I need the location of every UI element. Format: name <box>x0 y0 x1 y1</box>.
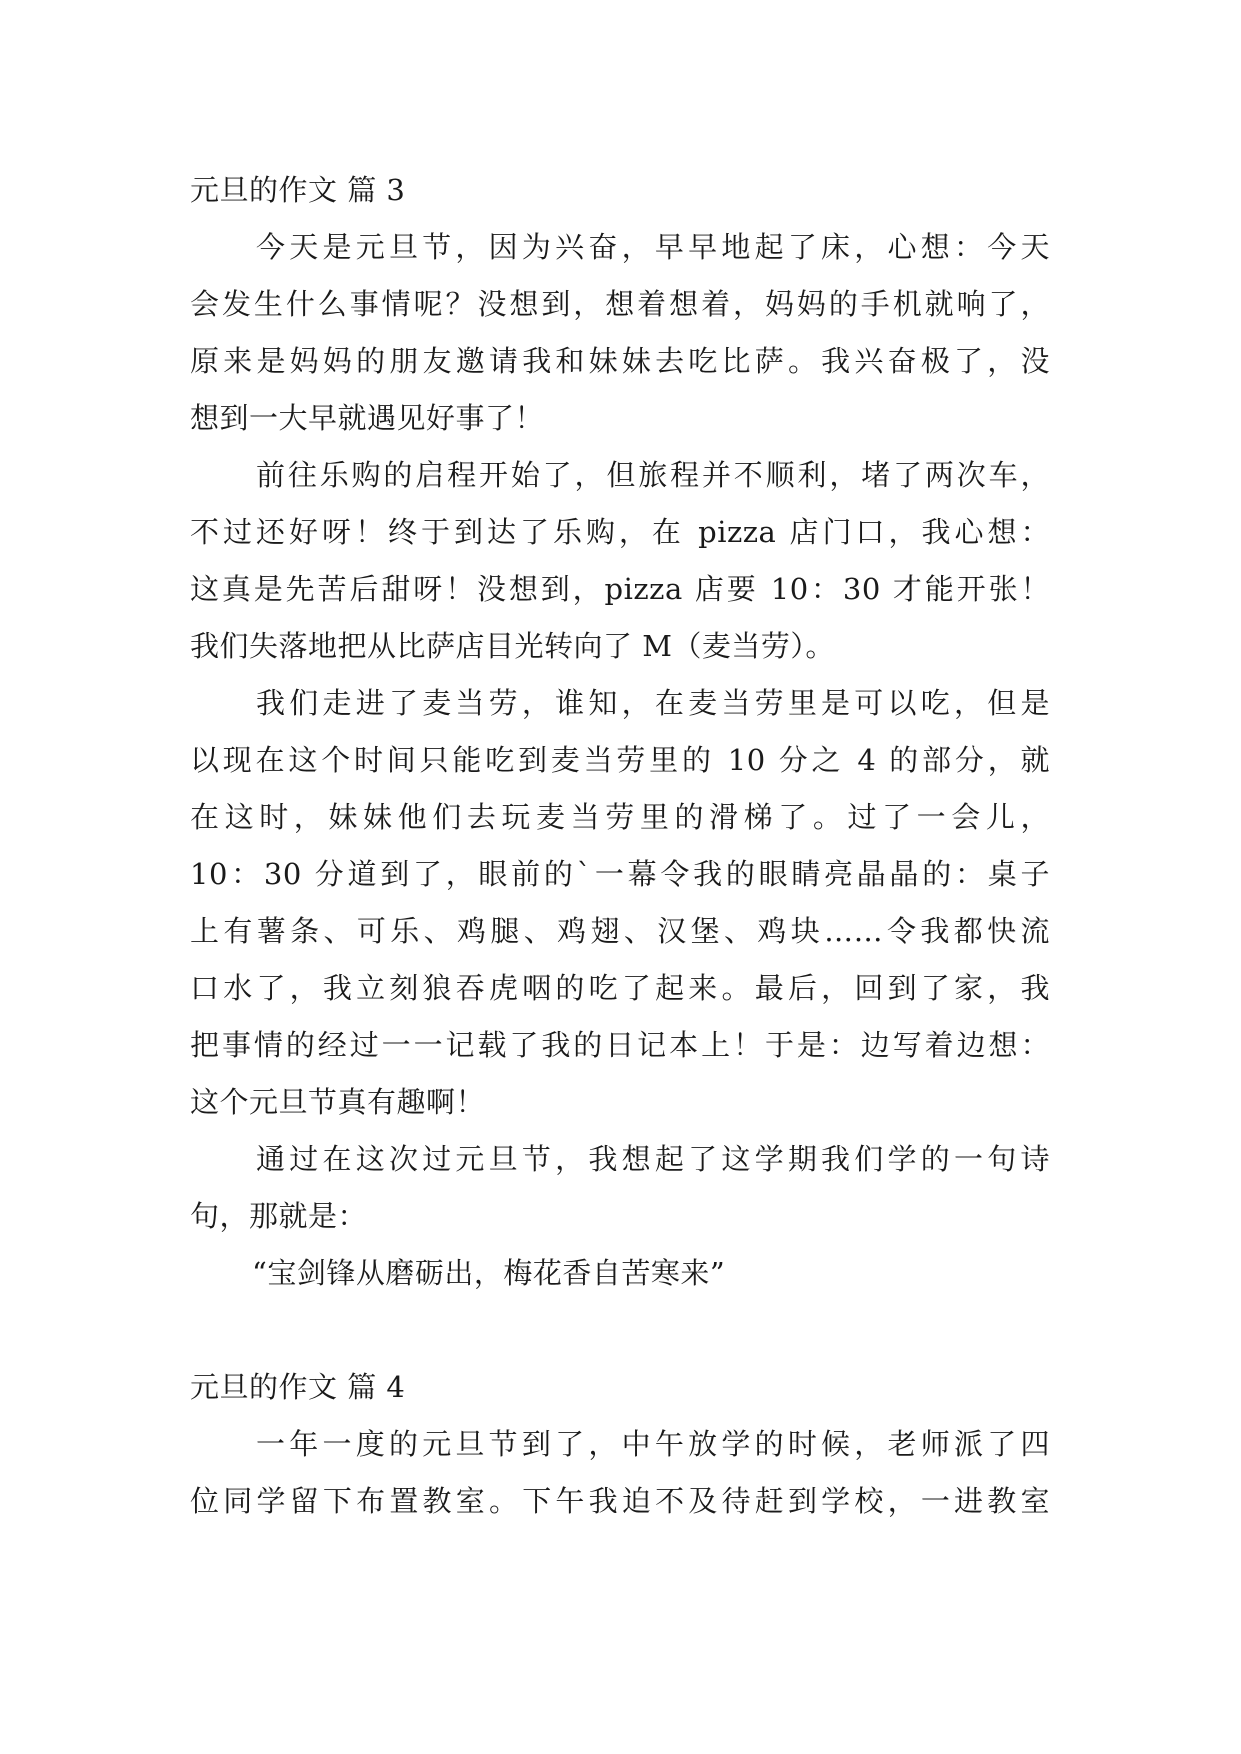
paragraph-line: 不过还好呀！终于到达了乐购，在 pizza 店门口，我心想： <box>190 515 1050 549</box>
paragraph-line: 我们走进了麦当劳，谁知，在麦当劳里是可以吃，但是 <box>256 686 1050 720</box>
poem-quote: “宝剑锋从磨砺出，梅花香自苦寒来” <box>252 1256 726 1290</box>
paragraph-line: 把事情的经过一一记载了我的日记本上！于是：边写着边想： <box>190 1028 1050 1062</box>
paragraph-line: 前往乐购的启程开始了，但旅程并不顺利，堵了两次车， <box>256 458 1050 492</box>
paragraph-line: 10：30 分道到了，眼前的`一幕令我的眼睛亮晶晶的：桌子 <box>190 857 1050 891</box>
paragraph-line: 通过在这次过元旦节，我想起了这学期我们学的一句诗 <box>256 1142 1050 1176</box>
paragraph-line: 原来是妈妈的朋友邀请我和妹妹去吃比萨。我兴奋极了，没 <box>190 344 1050 378</box>
paragraph-line: 今天是元旦节，因为兴奋，早早地起了床，心想：今天 <box>256 230 1050 264</box>
paragraph-line: 我们失落地把从比萨店目光转向了 M（麦当劳）。 <box>190 629 835 663</box>
paragraph-line: 这个元旦节真有趣啊！ <box>190 1085 486 1119</box>
paragraph-line: 想到一大早就遇见好事了！ <box>190 401 545 435</box>
paragraph-line: 句，那就是： <box>190 1199 368 1233</box>
paragraph-line: 会发生什么事情呢？没想到，想着想着，妈妈的手机就响了， <box>190 287 1050 321</box>
paragraph-line: 口水了，我立刻狼吞虎咽的吃了起来。最后，回到了家，我 <box>190 971 1050 1005</box>
paragraph-line: 位同学留下布置教室。下午我迫不及待赶到学校，一进教室 <box>190 1484 1050 1518</box>
section-title-3: 元旦的作文 篇 3 <box>190 173 406 207</box>
paragraph-line: 以现在这个时间只能吃到麦当劳里的 10 分之 4 的部分，就 <box>190 743 1050 777</box>
paragraph-line: 这真是先苦后甜呀！没想到，pizza 店要 10：30 才能开张！ <box>190 572 1050 606</box>
paragraph-line: 上有薯条、可乐、鸡腿、鸡翅、汉堡、鸡块……令我都快流 <box>190 914 1050 948</box>
section-title-4: 元旦的作文 篇 4 <box>190 1370 406 1404</box>
paragraph-line: 在这时，妹妹他们去玩麦当劳里的滑梯了。过了一会儿， <box>190 800 1050 834</box>
paragraph-line: 一年一度的元旦节到了，中午放学的时候，老师派了四 <box>256 1427 1050 1461</box>
